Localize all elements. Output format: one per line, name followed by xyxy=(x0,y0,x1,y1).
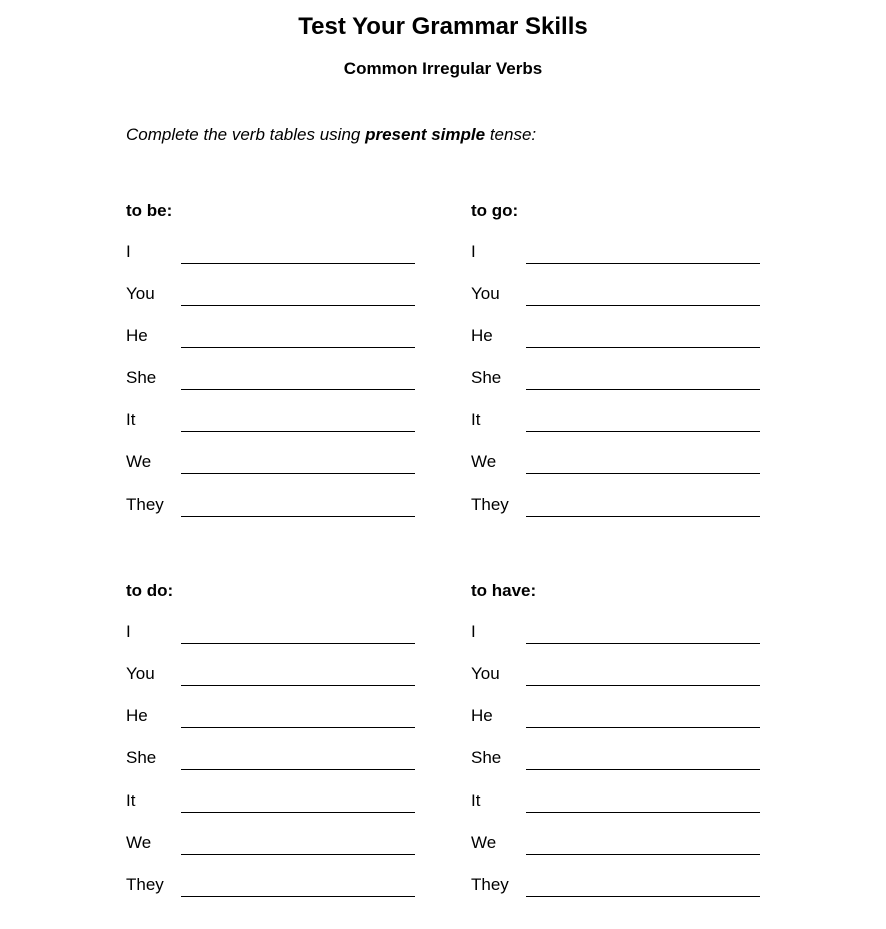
pronoun-label: They xyxy=(126,495,164,514)
pronoun-label: We xyxy=(126,833,152,852)
answer-blank[interactable] xyxy=(181,263,415,264)
conjugation-row xyxy=(471,448,771,474)
conjugation-row xyxy=(471,618,771,644)
answer-blank[interactable] xyxy=(181,431,415,432)
answer-blank[interactable] xyxy=(526,812,760,813)
answer-blank[interactable] xyxy=(526,516,760,517)
page-subtitle: Common Irregular Verbs xyxy=(343,59,543,78)
pronoun-label: He xyxy=(126,706,148,725)
verb-table-heading: to have: xyxy=(471,581,537,600)
conjugation-row xyxy=(126,744,426,770)
pronoun-label: We xyxy=(126,452,152,471)
pronoun-label: She xyxy=(126,368,157,387)
answer-blank[interactable] xyxy=(526,305,760,306)
pronoun-label: I xyxy=(471,242,476,261)
pronoun-label: He xyxy=(471,326,493,345)
answer-blank[interactable] xyxy=(526,263,760,264)
answer-blank[interactable] xyxy=(526,643,760,644)
pronoun-label: She xyxy=(471,748,502,767)
conjugation-row xyxy=(471,702,771,728)
pronoun-label: You xyxy=(471,284,500,303)
answer-blank[interactable] xyxy=(181,473,415,474)
pronoun-label: It xyxy=(471,410,481,429)
instruction-text-end: tense: xyxy=(485,125,537,144)
conjugation-row xyxy=(126,787,426,813)
conjugation-row xyxy=(126,280,426,306)
conjugation-row xyxy=(126,618,426,644)
pronoun-label: They xyxy=(126,875,164,894)
answer-blank[interactable] xyxy=(181,685,415,686)
verb-table-heading: to do: xyxy=(126,581,174,600)
conjugation-row xyxy=(126,406,426,432)
conjugation-row xyxy=(126,491,426,517)
conjugation-row xyxy=(471,744,771,770)
conjugation-row xyxy=(126,871,426,897)
instruction-emphasis: present simple xyxy=(365,125,486,144)
conjugation-row xyxy=(471,491,771,517)
verb-table-heading: to go: xyxy=(471,201,519,220)
conjugation-row xyxy=(126,448,426,474)
conjugation-row xyxy=(126,829,426,855)
answer-blank[interactable] xyxy=(526,854,760,855)
answer-blank[interactable] xyxy=(526,685,760,686)
answer-blank[interactable] xyxy=(526,896,760,897)
instruction-text-start: Complete the verb tables using xyxy=(126,125,366,144)
pronoun-label: I xyxy=(471,622,476,641)
answer-blank[interactable] xyxy=(526,389,760,390)
answer-blank[interactable] xyxy=(526,727,760,728)
conjugation-row xyxy=(126,238,426,264)
pronoun-label: They xyxy=(471,875,509,894)
answer-blank[interactable] xyxy=(181,769,415,770)
conjugation-row xyxy=(471,322,771,348)
answer-blank[interactable] xyxy=(526,431,760,432)
pronoun-label: You xyxy=(126,664,155,683)
answer-blank[interactable] xyxy=(181,643,415,644)
answer-blank[interactable] xyxy=(181,854,415,855)
conjugation-row xyxy=(471,238,771,264)
pronoun-label: It xyxy=(471,791,481,810)
conjugation-row xyxy=(126,364,426,390)
answer-blank[interactable] xyxy=(526,473,760,474)
conjugation-row xyxy=(471,829,771,855)
answer-blank[interactable] xyxy=(181,896,415,897)
conjugation-row xyxy=(471,364,771,390)
answer-blank[interactable] xyxy=(181,727,415,728)
answer-blank[interactable] xyxy=(181,389,415,390)
page-title: Test Your Grammar Skills xyxy=(298,13,588,40)
conjugation-row xyxy=(471,871,771,897)
pronoun-label: She xyxy=(471,368,502,387)
conjugation-row xyxy=(471,406,771,432)
pronoun-label: He xyxy=(471,706,493,725)
conjugation-row xyxy=(471,787,771,813)
pronoun-label: We xyxy=(471,833,497,852)
answer-blank[interactable] xyxy=(181,812,415,813)
instruction-text xyxy=(126,124,536,146)
answer-blank[interactable] xyxy=(181,347,415,348)
pronoun-label: I xyxy=(126,242,131,261)
conjugation-row xyxy=(471,660,771,686)
conjugation-row xyxy=(126,322,426,348)
answer-blank[interactable] xyxy=(181,305,415,306)
pronoun-label: It xyxy=(126,791,136,810)
verb-table-heading: to be: xyxy=(126,201,173,220)
conjugation-row xyxy=(471,280,771,306)
conjugation-row xyxy=(126,660,426,686)
pronoun-label: It xyxy=(126,410,136,429)
answer-blank[interactable] xyxy=(526,347,760,348)
conjugation-row xyxy=(126,702,426,728)
pronoun-label: He xyxy=(126,326,148,345)
pronoun-label: They xyxy=(471,495,509,514)
pronoun-label: She xyxy=(126,748,157,767)
pronoun-label: You xyxy=(471,664,500,683)
pronoun-label: I xyxy=(126,622,131,641)
answer-blank[interactable] xyxy=(181,516,415,517)
pronoun-label: You xyxy=(126,284,155,303)
answer-blank[interactable] xyxy=(526,769,760,770)
pronoun-label: We xyxy=(471,452,497,471)
